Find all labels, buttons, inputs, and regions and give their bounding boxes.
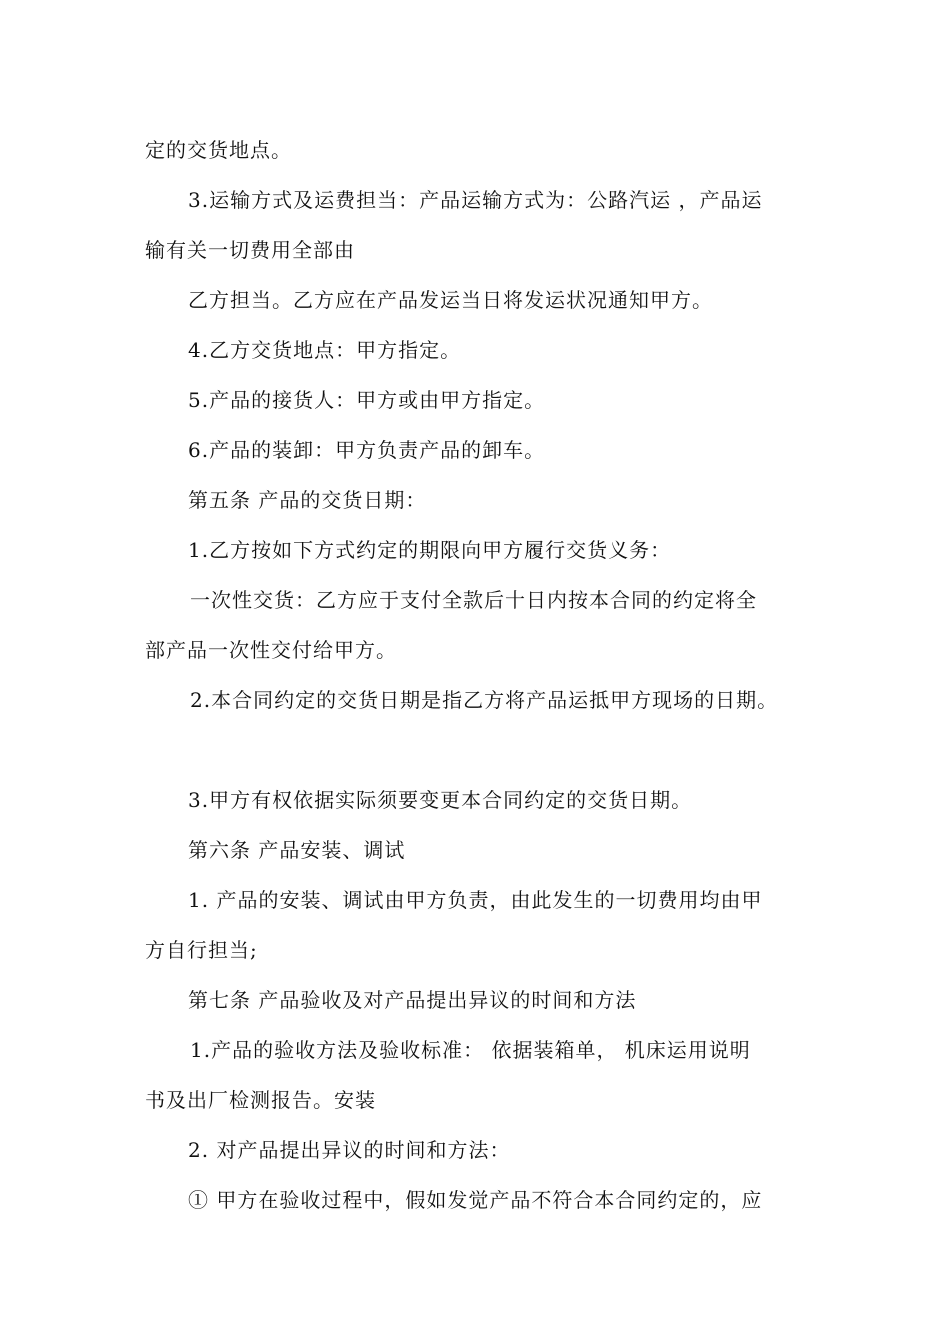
text-line-16: 方自行担当; (145, 938, 258, 962)
section-heading-7: 第七条 产品验收及对产品提出异议的时间和方法 (188, 988, 637, 1012)
text-line-19: 书及出厂检测报告。安装 (145, 1088, 376, 1112)
text-line-4: 乙方担当。乙方应在产品发运当日将发运状况通知甲方。 (188, 288, 713, 312)
text-line-10: 一次性交货：乙方应于支付全款后十日内按本合同的约定将全 (190, 588, 757, 612)
text-line-6: 5.产品的接货人：甲方或由甲方指定。 (188, 388, 546, 412)
text-line-11: 部产品一次性交付给甲方。 (145, 638, 397, 662)
text-line-9: 1.乙方按如下方式约定的期限向甲方履行交货义务： (188, 538, 672, 562)
text-line-2: 3.运输方式及运费担当：产品运输方式为：公路汽运 ，产品运 (188, 188, 763, 212)
text-line-21: ① 甲方在验收过程中，假如发觉产品不符合本合同约定的，应 (188, 1188, 763, 1212)
text-line-12: 2.本合同约定的交货日期是指乙方将产品运抵甲方现场的日期。 (190, 688, 779, 712)
text-line-20: 2. 对产品提出异议的时间和方法： (188, 1138, 511, 1162)
section-heading-5: 第五条 产品的交货日期： (188, 488, 427, 512)
text-line-5: 4.乙方交货地点：甲方指定。 (188, 338, 462, 362)
section-heading-6: 第六条 产品安装、调试 (188, 838, 406, 862)
text-line-13: 3.甲方有权依据实际须要变更本合同约定的交货日期。 (188, 788, 693, 812)
text-line-18: 1.产品的验收方法及验收标准： 依据装箱单， 机床运用说明 (190, 1038, 751, 1062)
text-line-15: 1. 产品的安装、调试由甲方负责，由此发生的一切费用均由甲 (188, 888, 763, 912)
text-line-1: 定的交货地点。 (145, 138, 292, 162)
text-line-7: 6.产品的装卸：甲方负责产品的卸车。 (188, 438, 546, 462)
text-line-3: 输有关一切费用全部由 (145, 238, 355, 262)
